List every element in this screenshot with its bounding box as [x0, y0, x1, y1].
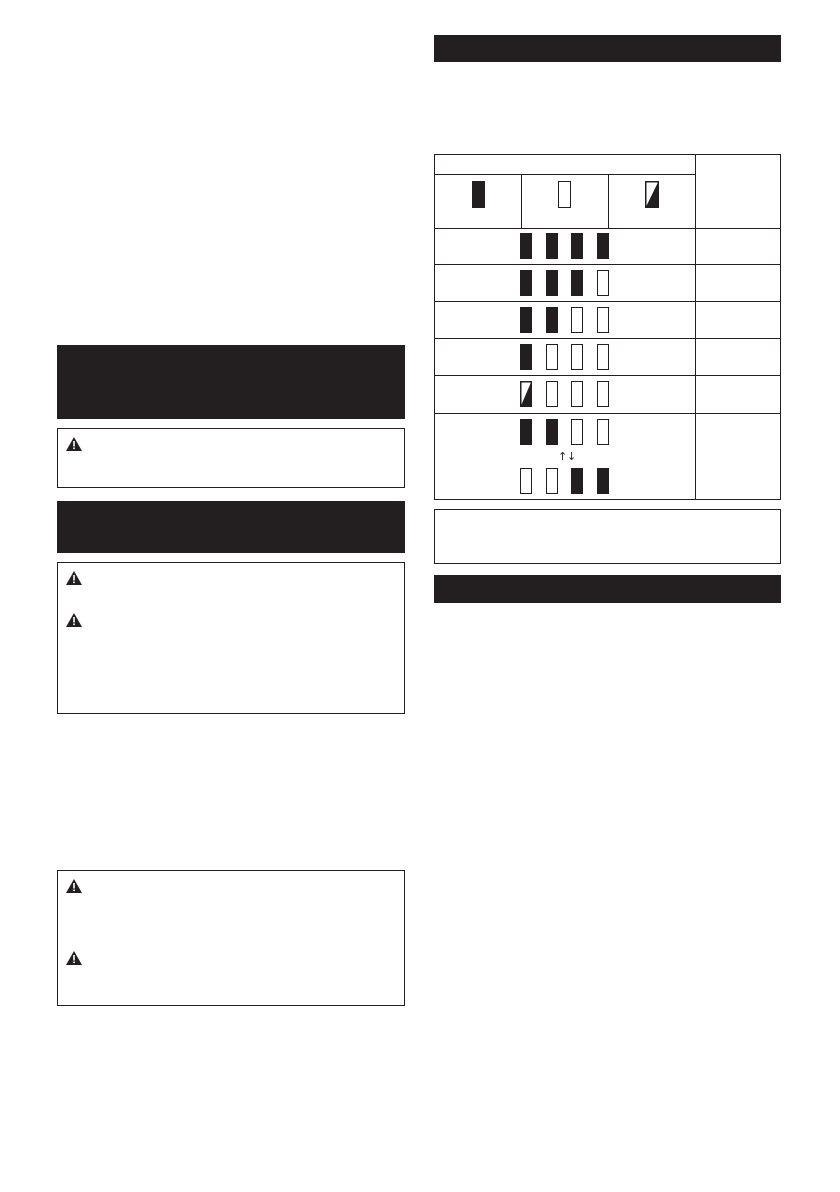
table-rule — [521, 174, 522, 228]
battery-segment-lit — [520, 307, 532, 333]
table-rule — [434, 338, 781, 339]
battery-segment-lit — [597, 233, 609, 259]
battery-segment-lit — [546, 270, 558, 296]
battery-segment-off — [597, 307, 609, 333]
warning-box — [57, 562, 405, 714]
warning-box — [57, 870, 405, 1006]
section-heading-bar — [434, 35, 781, 62]
battery-segment-off — [571, 307, 583, 333]
battery-segment-lit — [520, 233, 532, 259]
battery-segment-off — [597, 344, 609, 370]
table-rule — [434, 413, 781, 414]
battery-segment-lit — [546, 307, 558, 333]
battery-segment-lit — [597, 468, 609, 494]
table-rule — [695, 154, 696, 500]
battery-segment-off — [597, 270, 609, 296]
battery-segment-lit — [520, 270, 532, 296]
battery-segment-lit — [571, 270, 583, 296]
battery-segment-off — [546, 381, 558, 407]
arrow-up-icon: ↑ — [558, 450, 568, 463]
table-rule — [434, 375, 781, 376]
battery-segment-off — [597, 381, 609, 407]
section-heading-bar — [57, 501, 405, 553]
battery-segment-lit — [546, 419, 558, 445]
arrow-down-icon: ↓ — [567, 450, 577, 463]
table-rule — [434, 228, 781, 229]
battery-segment-lit — [520, 419, 532, 445]
section-heading-bar — [434, 575, 781, 603]
battery-segment-off — [546, 344, 558, 370]
battery-segment-lit — [520, 344, 532, 370]
table-rule — [434, 301, 781, 302]
battery-segment-off — [520, 468, 532, 494]
note-box — [434, 509, 781, 564]
battery-segment-lit — [571, 468, 583, 494]
warning-triangle-icon — [66, 437, 82, 451]
battery-segment-lit — [571, 233, 583, 259]
battery-segment-off — [571, 381, 583, 407]
table-rule — [434, 174, 695, 175]
table-rule — [434, 264, 781, 265]
battery-segment-off — [571, 419, 583, 445]
battery-segment-off — [546, 468, 558, 494]
battery-segment-off — [571, 344, 583, 370]
warning-triangle-icon — [66, 951, 82, 965]
warning-triangle-icon — [66, 613, 82, 627]
warning-box — [57, 428, 405, 488]
battery-segment-lit — [546, 233, 558, 259]
section-heading-bar — [57, 345, 405, 419]
battery-segment-blinking — [520, 381, 532, 407]
legend-lit-icon — [472, 181, 485, 208]
battery-segment-off — [597, 419, 609, 445]
warning-triangle-icon — [66, 571, 82, 585]
legend-off-icon — [558, 181, 571, 208]
legend-blinking-icon — [645, 181, 659, 208]
table-rule — [608, 174, 609, 228]
warning-triangle-icon — [66, 879, 82, 893]
